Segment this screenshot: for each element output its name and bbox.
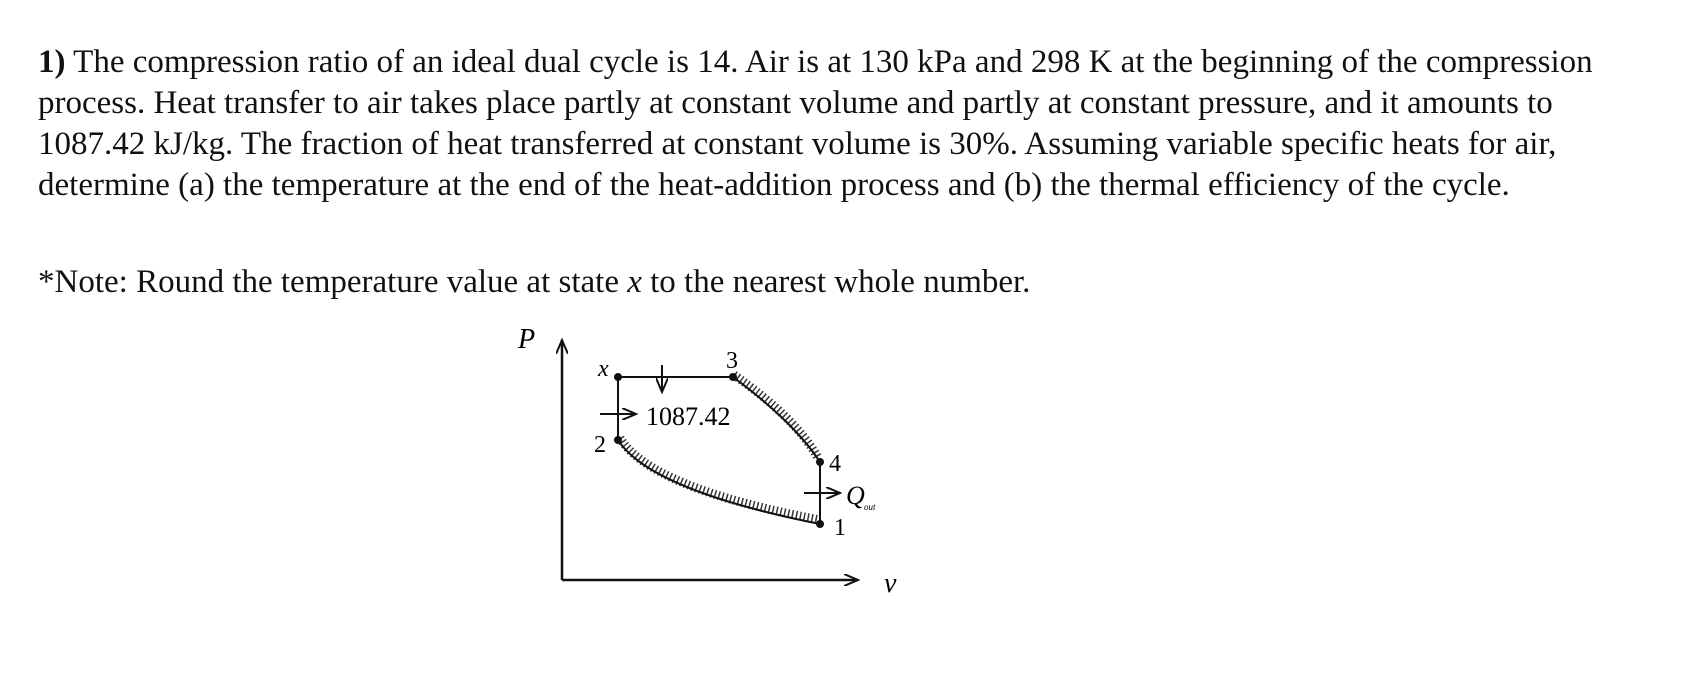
note-variable: x (627, 264, 642, 300)
state-point-3 (729, 373, 737, 381)
expansion-curve-3-4 (733, 377, 820, 462)
state-label-3: 3 (726, 348, 738, 374)
heat-out-label: Q (846, 481, 865, 510)
state-point-4 (816, 458, 824, 466)
rounding-note (38, 262, 1030, 303)
state-point-2 (614, 436, 622, 444)
state-point-x (614, 373, 622, 381)
problem-text: The compression ratio of an ideal dual cycle is 14. Air is at 130 kPa and 298 K at the beginning of the compression process. Heat transfer to air takes place partly at constant volume and partly at constant pressure, and it amounts to 1087.42 kJ/kg. The fraction of heat transferred at constant volume is 30%. Assuming variable specific heats for air, determine (a) the temperature at the end of the heat-addition process and (b) the thermal efficiency of the cycle. (38, 44, 1593, 203)
heat-in-value: 1087.42 (646, 402, 731, 431)
state-label-2: 2 (594, 432, 606, 458)
volume-axis-label: v (884, 568, 897, 599)
pv-diagram (518, 324, 980, 660)
heat-out-subscript: out (864, 502, 876, 512)
state-label-x: x (598, 356, 609, 382)
compression-hatching (620, 438, 820, 520)
state-label-4: 4 (829, 451, 841, 477)
pv-diagram-svg (518, 324, 980, 660)
note-text-after: to the nearest whole number. (641, 264, 1031, 300)
state-point-1 (816, 520, 824, 528)
note-text-before: *Note: Round the temperature value at state (38, 264, 628, 300)
problem-statement (38, 42, 1638, 206)
state-label-1: 1 (834, 515, 846, 541)
pressure-axis-label: P (518, 324, 536, 355)
problem-number: 1) (38, 44, 66, 80)
